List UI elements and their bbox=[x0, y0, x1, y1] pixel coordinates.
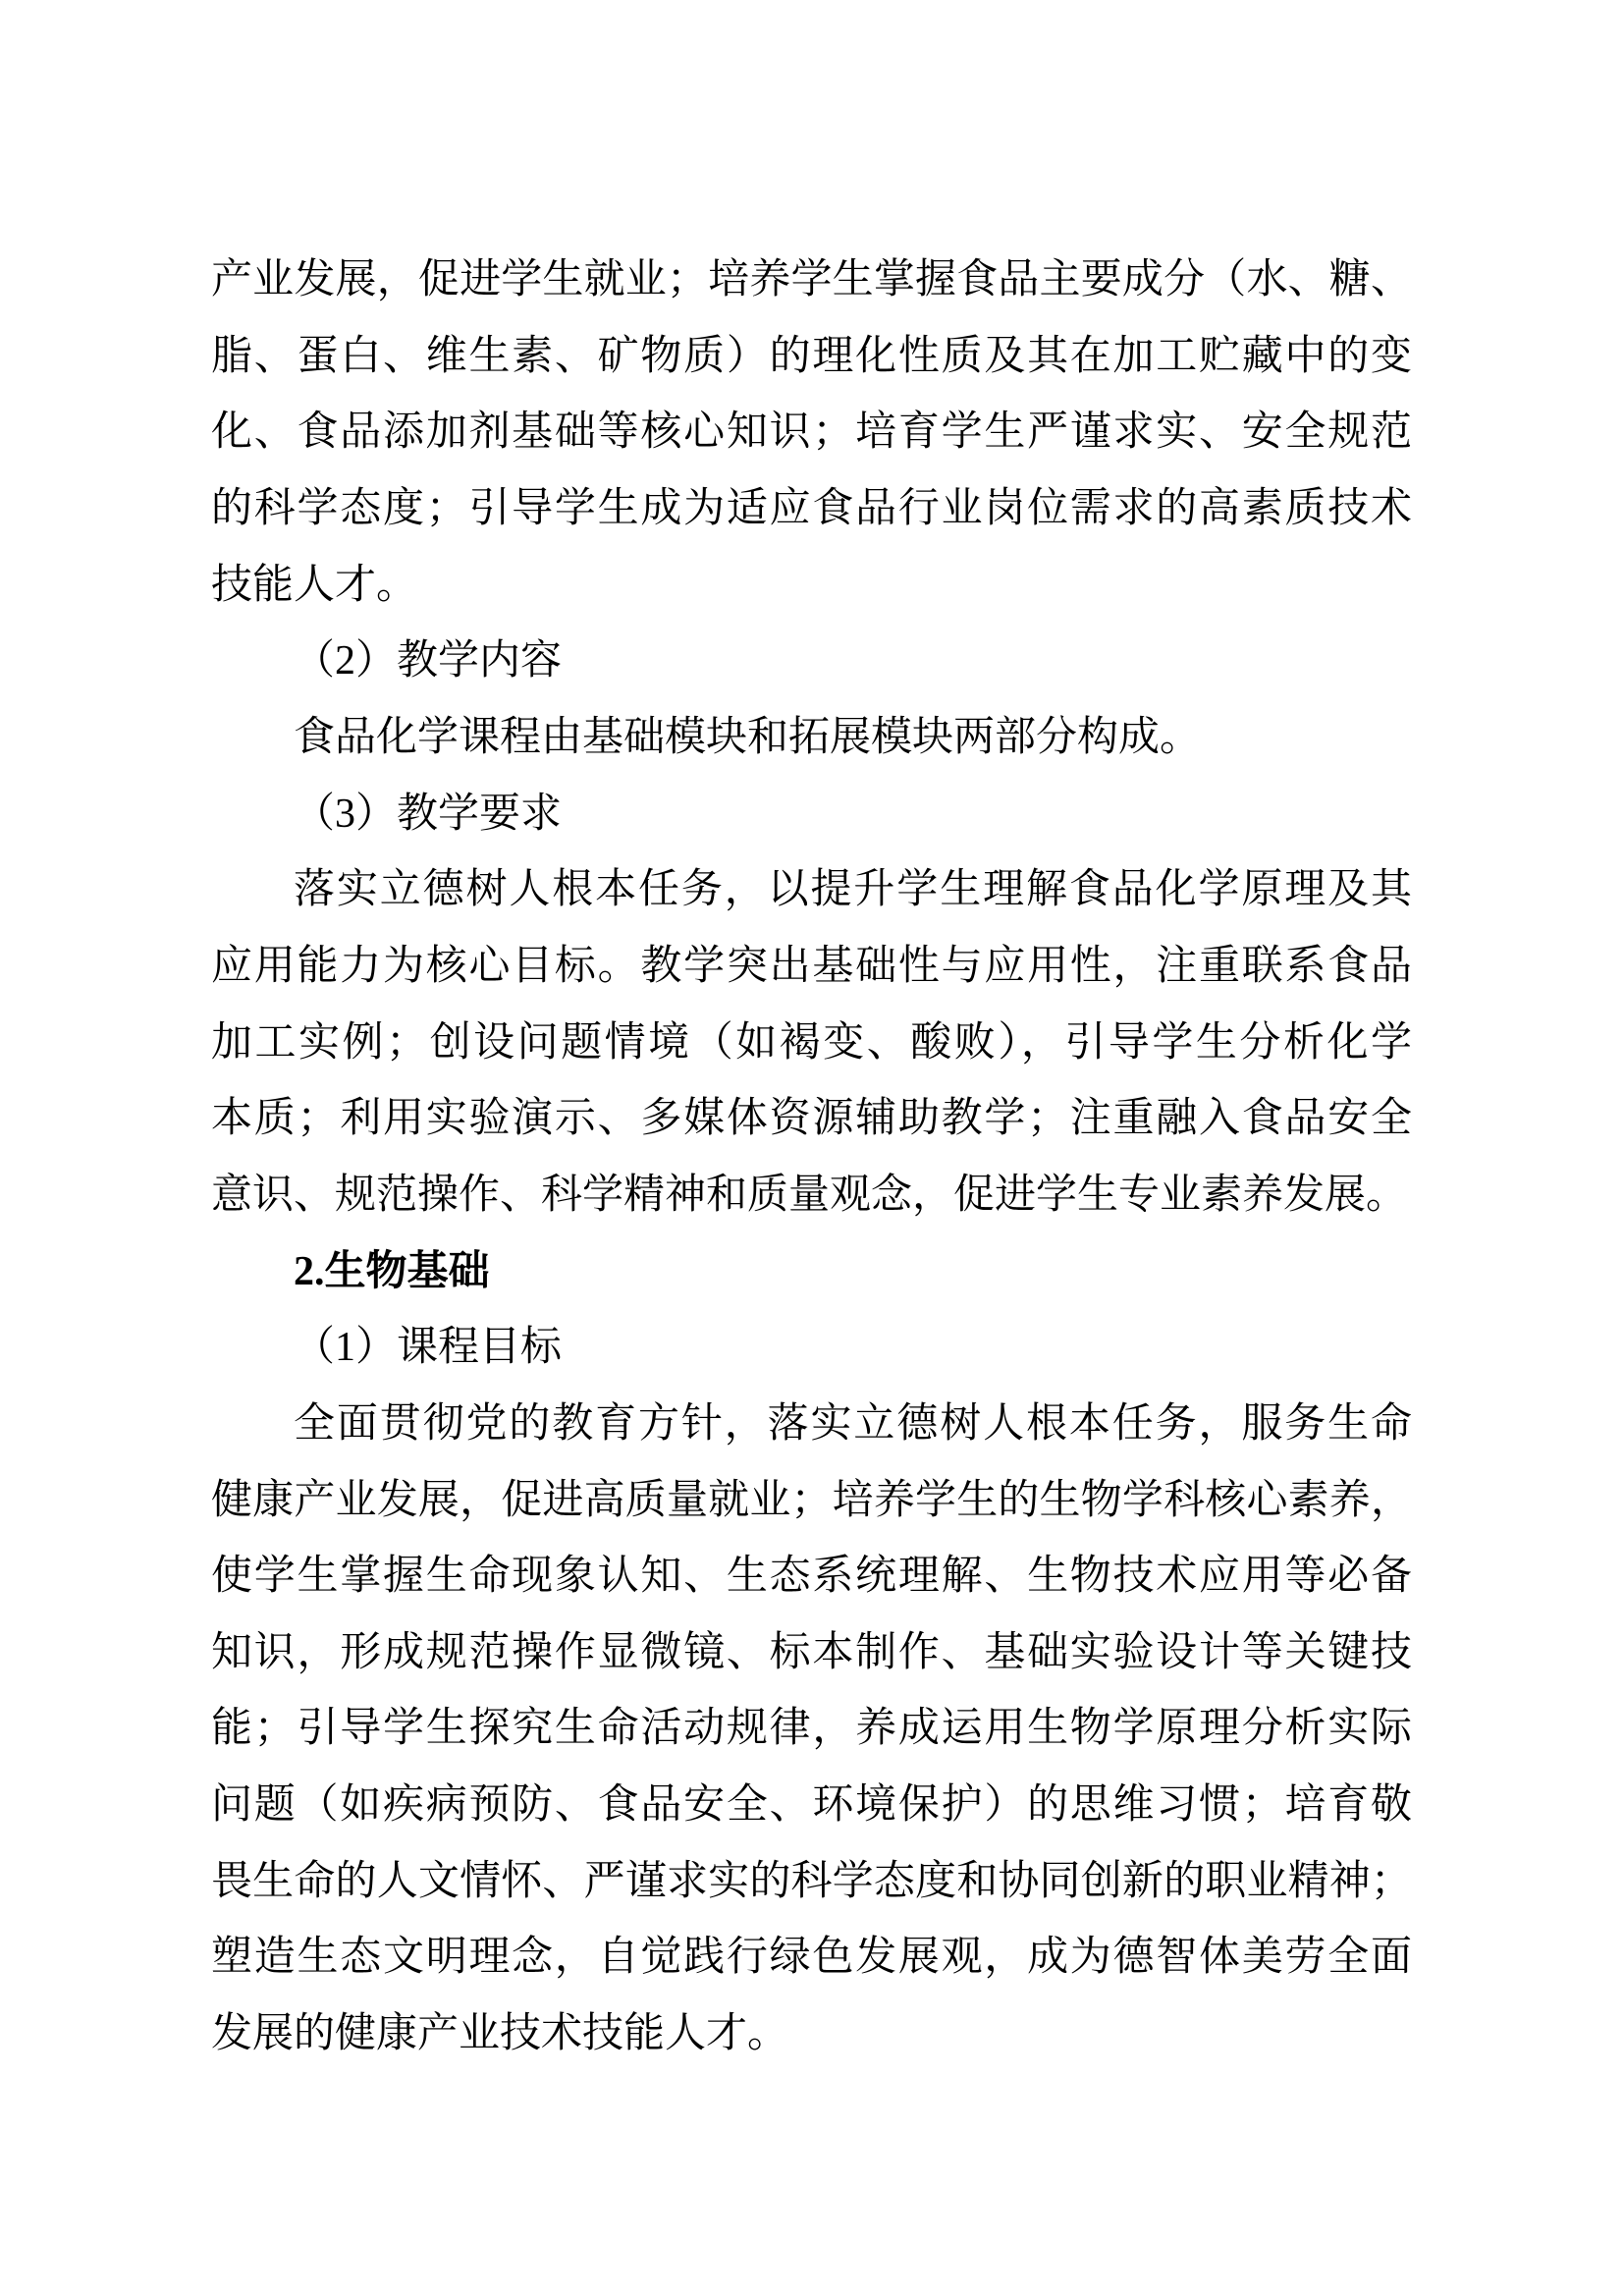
text-line: （1）课程目标 bbox=[294, 1325, 563, 1371]
text-line: 健康产业发展，促进高质量就业；培养学生的生物学科核心素养， bbox=[211, 1477, 1412, 1523]
text-line: 能；引导学生探究生命活动规律，养成运用生物学原理分析实际 bbox=[211, 1706, 1412, 1752]
section-heading: 2.生物基础 bbox=[294, 1248, 490, 1294]
text-line: 全面贯彻党的教育方针，落实立德树人根本任务，服务生命 bbox=[294, 1400, 1412, 1447]
text-line: 产业发展，促进学生就业；培养学生掌握食品主要成分（水、糖、 bbox=[211, 257, 1412, 302]
text-line: 的科学态度；引导学生成为适应食品行业岗位需求的高素质技术 bbox=[211, 485, 1412, 531]
text-line: 加工实例；创设问题情境（如褐变、酸败），引导学生分析化学 bbox=[211, 1019, 1412, 1066]
text-line: 发展的健康产业技术技能人才。 bbox=[211, 2011, 789, 2057]
text-line: （3）教学要求 bbox=[294, 791, 563, 837]
text-line: 问题（如疾病预防、食品安全、环境保护）的思维习惯；培育敬 bbox=[211, 1782, 1412, 1829]
text-line: 意识、规范操作、科学精神和质量观念，促进学生专业素养发展。 bbox=[211, 1172, 1408, 1218]
text-content bbox=[211, 243, 1412, 2073]
text-line: 落实立德树人根本任务，以提升学生理解食品化学原理及其 bbox=[294, 867, 1412, 913]
text-line: 技能人才。 bbox=[211, 562, 418, 608]
text-line: 化、食品添加剂基础等核心知识；培育学生严谨求实、安全规范 bbox=[211, 410, 1412, 456]
text-line: 脂、蛋白、维生素、矿物质）的理化性质及其在加工贮藏中的变 bbox=[211, 333, 1412, 379]
text-line: 知识，形成规范操作显微镜、标本制作、基础实验设计等关键技 bbox=[211, 1629, 1412, 1675]
text-line: 塑造生态文明理念，自觉践行绿色发展观，成为德智体美劳全面 bbox=[211, 1935, 1412, 1981]
text-line: 畏生命的人文情怀、严谨求实的科学态度和协同创新的职业精神； bbox=[211, 1858, 1412, 1904]
text-line: 应用能力为核心目标。教学突出基础性与应用性，注重联系食品 bbox=[211, 943, 1412, 989]
text-line: 本质；利用实验演示、多媒体资源辅助教学；注重融入食品安全 bbox=[211, 1096, 1412, 1142]
text-line: （2）教学内容 bbox=[294, 638, 563, 684]
text-line: 使学生掌握生命现象认知、生态系统理解、生物技术应用等必备 bbox=[211, 1554, 1412, 1600]
text-line: 食品化学课程由基础模块和拓展模块两部分构成。 bbox=[294, 714, 1202, 760]
